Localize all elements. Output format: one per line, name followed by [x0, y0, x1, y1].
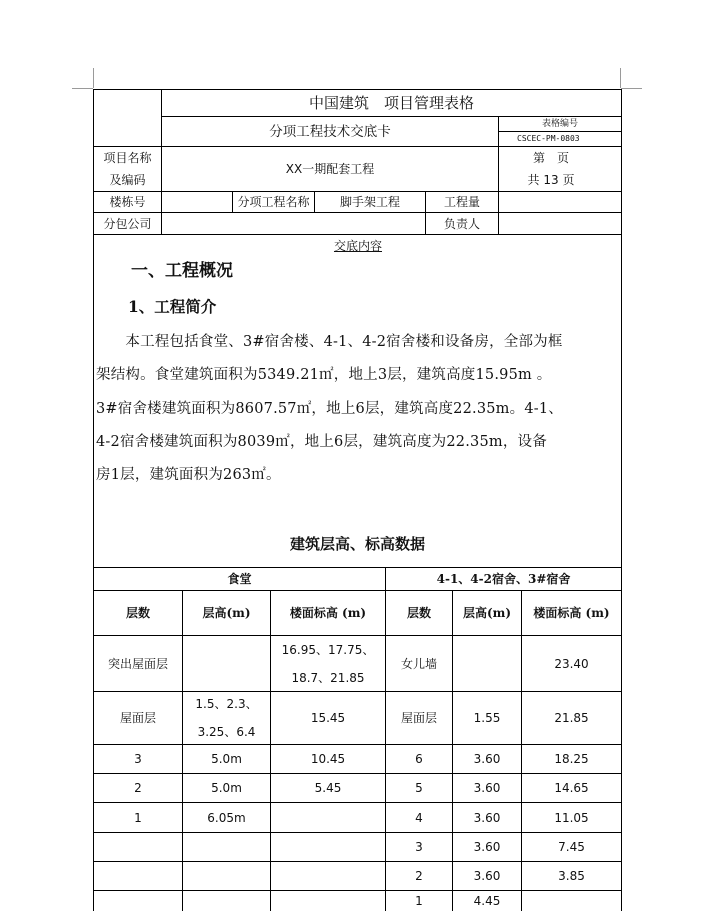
table-title: 建筑层高、标高数据 [289, 535, 425, 553]
subitem-value: 脚手架工程 [339, 195, 400, 209]
form-title: 分项工程技术交底卡 [269, 123, 391, 140]
section-heading: 一、工程概况 [131, 261, 233, 281]
form-code-label: 表格编号 [541, 119, 578, 129]
cell-text: 3.60 [473, 781, 501, 795]
table-cell [271, 636, 385, 691]
cell-text: 16.95、17.75、 [281, 642, 375, 657]
cell-text: 15.45 [310, 711, 346, 725]
column-header: 楼面标高 (m) [289, 606, 367, 620]
table-cell [453, 862, 521, 890]
person-value [499, 213, 621, 234]
column-header: 层高(m) [462, 606, 512, 620]
table-cell [183, 692, 270, 744]
table-cell [386, 891, 452, 911]
quantity-value [499, 192, 621, 212]
table-cell [271, 891, 385, 911]
intro-paragraph-line: 4-2宿舍楼建筑面积为8039㎡，地上6层，建筑高度为22.35m，设备 [96, 434, 547, 450]
building-value [162, 192, 232, 212]
table-cell [386, 803, 452, 832]
page-number: 第 页 [532, 151, 569, 165]
cell-text: 屋面层 [119, 711, 156, 725]
intro-paragraph-line: 架结构。食堂建筑面积为5349.21㎡，地上3层，建筑高度15.95m 。 [96, 367, 552, 383]
subitem-label: 分项工程名称 [237, 195, 310, 209]
cell-text: 6 [415, 752, 423, 766]
cell-text: 3.60 [473, 840, 501, 854]
cell-text: 4 [415, 810, 423, 825]
table-cell [183, 774, 270, 802]
table-cell [386, 862, 452, 890]
crop-mark [72, 88, 93, 89]
group-header-canteen: 食堂 [227, 572, 252, 586]
cell-text: 2 [415, 869, 423, 883]
table-cell [453, 803, 521, 832]
project-name-label: 项目名称 [103, 151, 152, 165]
cell-text: 23.40 [554, 656, 589, 671]
cell-text: 10.45 [310, 752, 346, 766]
table-cell [453, 774, 521, 802]
table-cell [94, 891, 182, 911]
table-cell [94, 862, 182, 890]
column-header: 层数 [406, 606, 431, 620]
intro-paragraph-line: 房1层，建筑面积为263㎡。 [96, 467, 281, 483]
cell-text: 突出屋面层 [107, 656, 168, 671]
table-cell [271, 862, 385, 890]
table-cell [183, 636, 270, 691]
subsection-heading: 1、工程简介 [128, 297, 217, 316]
cell-text: 女儿墙 [400, 656, 437, 671]
table-cell [271, 774, 385, 802]
cell-text: 3 [415, 840, 423, 854]
table-cell [453, 692, 521, 744]
cell-text: 1.55 [473, 711, 501, 725]
cell-text: 3.60 [473, 869, 501, 883]
crop-mark [620, 68, 621, 88]
cell-text: 3.25、6.4 [197, 725, 256, 739]
column-header: 层数 [125, 606, 150, 620]
cell-text: 11.05 [554, 810, 589, 825]
cell-text: 3.60 [473, 810, 501, 825]
cell-text: 5 [415, 781, 423, 795]
table-cell [522, 803, 621, 832]
cell-text: 5.45 [314, 781, 342, 795]
column-header: 层高(m) [202, 606, 251, 620]
cell-text: 4.45 [473, 894, 501, 908]
cell-text: 6.05m [207, 810, 246, 825]
cell-text: 14.65 [554, 781, 589, 795]
table-cell [522, 833, 621, 861]
table-cell [271, 745, 385, 773]
table-cell [271, 833, 385, 861]
form-code: CSCEC-PM-0803 [517, 134, 580, 143]
table-cell [522, 692, 621, 744]
project-name: XX一期配套工程 [285, 162, 375, 176]
subcontractor-value [162, 213, 425, 234]
cell-text: 7.45 [558, 840, 585, 854]
cell-text: 3.85 [558, 869, 585, 883]
total-pages: 共 13 页 [527, 173, 575, 187]
table-cell [94, 745, 182, 773]
cell-text: 18.7、21.85 [291, 670, 365, 685]
cell-text: 21.85 [554, 711, 589, 725]
table-cell [386, 774, 452, 802]
table-cell [522, 862, 621, 890]
crop-mark [93, 68, 94, 88]
table-cell [94, 692, 182, 744]
column-header: 楼面标高 (m) [533, 606, 610, 620]
company-title: 中国建筑 项目管理表格 [308, 94, 474, 112]
table-cell [453, 745, 521, 773]
table-cell [183, 745, 270, 773]
person-label: 负责人 [443, 216, 480, 231]
content-heading: 交底内容 [333, 239, 382, 253]
project-code-label: 及编码 [109, 173, 146, 187]
cell-text: 2 [134, 781, 142, 795]
building-label: 楼栋号 [109, 195, 146, 209]
table-cell [183, 891, 270, 911]
table-cell [453, 636, 521, 691]
table-cell [386, 745, 452, 773]
table-cell [183, 803, 270, 832]
quantity-label: 工程量 [443, 195, 480, 209]
cell-text: 5.0m [211, 781, 242, 795]
table-cell [453, 891, 521, 911]
subcontractor-label: 分包公司 [103, 216, 152, 231]
table-cell [386, 833, 452, 861]
intro-paragraph-line: 3#宿舍楼建筑面积为8607.57㎡，地上6层，建筑高度22.35m。4-1、 [96, 401, 563, 417]
cell-text: 1.5、2.3、 [195, 697, 258, 711]
table-cell [522, 636, 621, 691]
cell-text: 1 [415, 894, 423, 908]
table-cell [94, 636, 182, 691]
table-cell [522, 891, 621, 911]
table-cell [94, 833, 182, 861]
table-cell [522, 774, 621, 802]
table-cell [453, 833, 521, 861]
table-cell [386, 636, 452, 691]
intro-paragraph-line: 本工程包括食堂、3#宿舍楼、4-1、4-2宿舍楼和设备房，全部为框 [96, 334, 563, 350]
cell-text: 18.25 [554, 752, 589, 766]
cell-text: 3.60 [473, 752, 501, 766]
table-cell [183, 833, 270, 861]
table-cell [183, 862, 270, 890]
table-cell [522, 745, 621, 773]
crop-mark [621, 88, 642, 89]
cell-text: 1 [134, 810, 142, 825]
table-cell [271, 692, 385, 744]
table-cell [94, 803, 182, 832]
cell-text: 5.0m [211, 752, 242, 766]
group-header-dormitory: 4-1、4-2宿舍、3#宿舍 [436, 572, 571, 586]
cell-text: 3 [134, 752, 142, 766]
table-cell [94, 774, 182, 802]
table-cell [271, 803, 385, 832]
cell-text: 屋面层 [400, 711, 437, 725]
table-cell [386, 692, 452, 744]
